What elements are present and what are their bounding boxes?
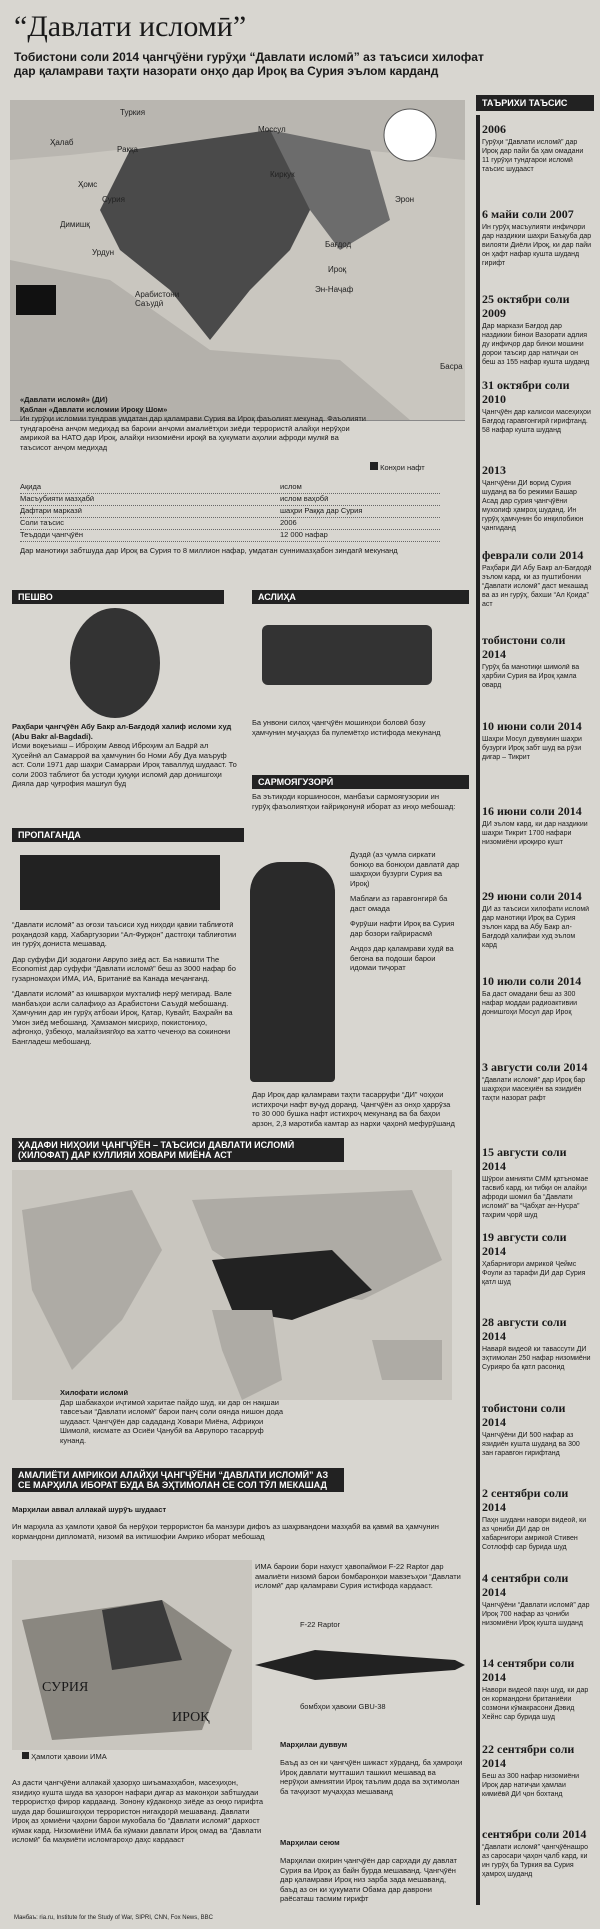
isis-name: «Давлати исломӣ» (ДИ) xyxy=(20,395,108,404)
map-place: Бағдод xyxy=(325,240,352,249)
timeline-text: Паҳн шудани навори видеоӣ, ки аз ҷониби ДИ дар он хабарнигори амрикоӣ Стивен Сотлофф сар бурида шуд xyxy=(482,1516,587,1551)
f22-graphic xyxy=(255,1630,465,1700)
timeline-date: 16 июни соли 2014 xyxy=(482,803,582,818)
isis-description: Ин гурӯҳи исломии тундрав умдатан дар қаламрави Сурия ва Ироқ фаъолият мекунад. Фаъолияти тундгароёна анҷом медиҳад ва бароии анҷоми амалиётҳои зиёди террористӣ алайҳи нерӯҳои амрикоӣ ва НАТО дар Ироқ, алайҳи низомиёни ироқӣ ва ҳукумати аҳолии афроди мулкӣ ва таъсисот анҷом медиҳад xyxy=(20,414,366,452)
timeline-date: 22 сентябри соли 2014 xyxy=(482,1741,575,1770)
propaganda-text xyxy=(12,920,237,1046)
facts-table xyxy=(20,482,440,542)
timeline-text: Гурӯҳ ба манотиқи шимолӣ ва ҳарбии Сурия ва Ироқ ҳамла овард xyxy=(482,664,580,690)
strikes-label: Ҳамлоти ҳавоии ИМА xyxy=(31,1752,107,1761)
timeline-date: 6 майи соли 2007 xyxy=(482,207,574,222)
timeline-text: Беш аз 300 нафар низомиёни Ироқ дар натиҷаи ҳамлаи кимиёвӣ ДИ ҷон бохтанд xyxy=(482,1772,580,1798)
isis-desc xyxy=(20,395,370,452)
leader-header: ПЕШВО xyxy=(12,590,224,604)
phase3-text: Марҳилаи охирин ҷангҷӯён дар сарҳади ду давлат Сурия ва Ироқ аз байн бурда мешаванд. Ҷангҷӯён дар қаламрави Ироқ низ зарба зада мешаванд, баъд аз он ки ҳукумати Обама дар даврони раёсаташ тасмим гирифт xyxy=(280,1856,457,1903)
timeline-text: “Давлати исломӣ” ҷангҷӯёнашро аз саросари ҷаҳон ҷалб кард, ки ин гурӯҳ ба Туркия ва Сурия ҳамроҳ шуданд xyxy=(482,1843,589,1878)
fact-row: Ақида ислом xyxy=(20,482,440,494)
oil-field-icon xyxy=(370,462,378,470)
timeline-text: Шӯрои амнияти СММ қатъномае тасвиб кард, ки тибқи он алайҳи афроди шомил ба “Давлати исломӣ” ва “Ҷабҳат ан-Нусра” таҳрим ҷорӣ шуд xyxy=(482,1175,589,1219)
map-place: Димишқ xyxy=(60,220,90,229)
timeline-text: ДИ аз таъсиси хилофати исломӣ дар манотиқи Ироқ ва Сурия эълон кард ва Абу Бакр ал-Бағдодӣ халифаи худ эълом кард xyxy=(482,906,590,950)
timeline-text: Наварӣ видеоӣ ки тавассути ДИ эҳтимолан 250 нафар низомиёни Сурияро ба қатл расонид xyxy=(482,1346,591,1372)
map-place: Арабистони Саъудӣ xyxy=(135,290,180,308)
phase1-text: Ин марҳила аз ҳамлоти ҳавоӣ ба нерӯҳои террористон ба манзури дифоъ аз шаҳрвандони мазҳабӣ ва қавмӣ ва ҳамчунин кормандони дипломатӣ, низомӣ ва иктишофии Амрико иборат мебошад xyxy=(12,1522,439,1541)
timeline-text: Ҷангҷӯёни “Давлати исломӣ” дар Ироқ 700 нафар аз ҷониби низомиёни Ироқ кушта шуданд xyxy=(482,1602,590,1628)
phase2-title: Марҳилаи дуввум xyxy=(280,1740,348,1749)
timeline-item xyxy=(482,548,592,609)
timeline-date: 29 июни соли 2014 xyxy=(482,889,582,904)
region-map xyxy=(10,100,465,421)
funding-note: Дар Ироқ дар қаламрави таҳти тасарруфи “ДИ” чоҳҳои истихроҷи нафт вуҷуд доранд. Ҷангҷӯён аз онҳо ҳаррӯза то 30 000 бушка нафт истихроҷ мекунанд ва ба баҳои арзон, 2,3 маротиба камтар аз нархи ҷаҳонӣ мефурӯшанд xyxy=(252,1090,455,1128)
propaganda-icons xyxy=(20,855,220,910)
timeline-text: Шаҳри Мосул дуввумин шаҳри бузурги Ироқ забт шуд ва рӯзи дигар – Тикрит xyxy=(482,735,582,761)
timeline-item xyxy=(482,1401,592,1458)
propaganda-p2: Дар суфуфи ДИ зодагони Аврупо зиёд аст. Ба навишти The Economist дар суфуфи “Давлати исломӣ” беш аз 3000 нафар бо гузарномаҳои ИМА, ИА, Британиё ва Канада меҷанганд. xyxy=(12,954,236,983)
fact-row: Соли таъсис 2006 xyxy=(20,518,440,530)
funding-item: Дуздӣ (аз ҷумла сиркати бонкҳо ва бонкҳои давлатӣ дар шаҳрҳои бузурги Сурия ва Ироқ) xyxy=(350,850,460,888)
map-place: Сурия xyxy=(102,195,125,204)
page-subtitle: Тобистони соли 2014 ҷангҷӯёни гурӯҳи “Давлати исломӣ” аз таъсиси хилофат дар қаламрави таҳти назорати онҳо дар Ироқ ва Сурия эълом карданд xyxy=(14,50,484,78)
leader-bio: Исми воқеъиаш – Иброҳим Аввод Иброҳим ал Бадрӣ ал Ҳусейнӣ ал Самарроӣ ва ҳамчунин бо Номи Абу Дуа маъруф аст. Соли 1971 дар шаҳри Самарраи Ироқ таваллуд шудааст. То соли 2003 таблиғот ба устоди ҳуқуқи исломӣ дар донишгоҳи Дияла дар ҷуғрофия машғул буд xyxy=(12,741,237,788)
isis-flag-icon xyxy=(16,285,56,315)
timeline-header: ТАЪРИХИ ТАЪСИС xyxy=(476,95,594,111)
timeline-date: 14 сентябри соли 2014 xyxy=(482,1656,575,1685)
timeline-date: 3 августи соли 2014 xyxy=(482,1059,588,1074)
timeline-text: Ин гурӯҳ масъулияти инфиҷори дар наздикии шаҳри Баъқуба дар вилояти Диёли Ироқ, ки дар пайи он ҳафт нафар кушта шуданд гирифт xyxy=(482,224,592,268)
timeline-item xyxy=(482,974,592,1017)
phase2-text: Баъд аз он ки ҷангҷӯён шикаст хӯрданд, ба ҳамроҳи Ироқ давлати мутташил ташкил мешавад ва нерӯҳои амниятии Ироқ таълим дода ва эҳтимолан ба таҷҳизот муҷаҳҳаз мешаванд xyxy=(280,1758,463,1796)
timeline-item xyxy=(482,122,592,174)
caliphate-label: Хилофати исломӣ xyxy=(60,1388,129,1397)
timeline-text: ДИ эълом кард, ки дар наздикии шаҳри Тикрит 1700 нафари низомиёни ироқиро кушт xyxy=(482,820,588,846)
timeline-item xyxy=(482,1742,592,1799)
timeline-item xyxy=(482,1230,592,1287)
timeline-text: “Давлати исломӣ” дар Ироқ бар шаҳрҳои масеҳиён ва язидиён таҳти назорат рафт xyxy=(482,1076,586,1102)
timeline-item xyxy=(482,1060,592,1103)
timeline-item xyxy=(482,207,592,268)
timeline-date: 2006 xyxy=(482,122,506,136)
map-place: Моссул xyxy=(258,125,286,134)
timeline-text: Дар маркази Бағдод дар наздикии бинои Вазорати адлия ду инфиҷор дар бинои мошини дорои таъсир дар натиҷаи он беш аз 155 нафар кушта шуданд xyxy=(482,323,590,367)
fighters-figure xyxy=(250,862,335,1082)
leader-portrait xyxy=(70,608,160,718)
timeline-item xyxy=(482,463,592,533)
timeline-item xyxy=(482,719,592,762)
timeline-item xyxy=(482,804,592,847)
strikes-map-graphic xyxy=(12,1560,252,1750)
goal-header: ҲАДАФИ НИҲОИИ ҶАНГҶӮЁН – ТАЪСИСИ ДАВЛАТИ ИСЛОМӢ (ХИЛОФАТ) ДАР КУЛЛИЯИ ХОВАРИ МИЁНА АСТ xyxy=(12,1138,344,1162)
map-place: Ҳалаб xyxy=(50,138,74,147)
propaganda-p1: “Давлати исломӣ” аз оғози таъсиси худ ниҳоди қавии таблиғотӣ роҳандозӣ кард. Хабаргузории “Ал-Фурқон” дастгоҳи таблиғотии ин гурӯҳ дониста мешавад. xyxy=(12,920,237,948)
funding-header: САРМОЯГУЗОРӢ xyxy=(252,775,469,789)
raptor-label: F-22 Raptor xyxy=(300,1620,341,1629)
timeline-item xyxy=(482,633,592,690)
footer-sources: Манбаъ: ria.ru, Institute for the Study of War, SIPRI, CNN, Fox News, BBC xyxy=(14,1915,213,1921)
caliphate-info xyxy=(60,1388,290,1445)
strikes-map xyxy=(12,1560,252,1750)
funding-item: Андоз дар қаламрави худӣ ва бегона ва подоши барои идомаи тиҷорат xyxy=(350,944,454,972)
oil-legend xyxy=(370,462,425,473)
map-place: Киркук xyxy=(270,170,295,179)
timeline-date: 4 сентябри соли 2014 xyxy=(482,1571,569,1600)
fact-row: Дафтари марказӣ шаҳри Раққа дар Сурия xyxy=(20,506,440,518)
timeline-date: 15 августи соли 2014 xyxy=(482,1144,567,1173)
strikes-legend xyxy=(22,1752,107,1762)
map-place: Эрон xyxy=(395,195,415,204)
timeline-text: Ҷангҷӯёни ДИ 500 нафар аз язидиён кушта шуданд ва 300 зан гаравгон гирифтанд xyxy=(482,1431,580,1457)
map-place: Ҳомс xyxy=(78,180,98,189)
pickup-truck-icon xyxy=(262,625,432,685)
timeline-line xyxy=(476,115,480,1905)
timeline-text: Ҷангҷӯён дар калисои масеҳиҳои Бағдод гаравгонгирӣ гирифтанд. 58 нафар кушта шуданд xyxy=(482,408,591,434)
world-map xyxy=(12,1170,452,1400)
timeline-item xyxy=(482,1571,592,1628)
timeline-text: Гурӯҳи “Давлати исломӣ” дар Ироқ дар пайи ба ҳам омадани 11 гурӯҳи тундгарои исломӣ таъсис шудааст xyxy=(482,139,584,173)
timeline-text: Ба даст омадани беш аз 300 нафар моддаи радиоактивии донишгоҳи Мосул дар Ироқ xyxy=(482,991,578,1017)
timeline-date: 2013 xyxy=(482,462,506,477)
us-operation-header: АМАЛИЁТИ АМРИКОИ АЛАЙҲИ ҶАНГҶӮЁНИ “ДАВЛАТИ ИСЛОМӢ” АЗ СЕ МАРҲИЛА ИБОРАТ БУДА ВА ЭҲТИМОЛАН СЕ СОЛ ТӮЛ МЕКАШАД xyxy=(12,1468,344,1492)
funding-item: Фурӯши нафти Ироқ ва Сурия дар бозори ғайрирасмӣ xyxy=(350,919,455,938)
timeline-date: 2 сентябри соли 2014 xyxy=(482,1485,569,1514)
funding-list xyxy=(350,850,460,973)
bomb-label: бомбҳои ҳавоии GBU-38 xyxy=(300,1702,386,1711)
map-syria-label: СУРИЯ xyxy=(42,1680,89,1695)
timeline-date: феврали соли 2014 xyxy=(482,548,584,563)
timeline-item xyxy=(482,292,592,367)
caliphate-text: Дар шабакаҳои иҷтимоӣ харитае пайдо шуд, ки дар он нақшаи тавсеъаи “Давлати исломӣ” барои панҷ соли оянда нишон дода шудааст. Ҷангҷӯён дар сададанд Ховари Миёна, Африқои Шимолӣ, кисмате аз Осиёи Ҷанубӣ ва Аврупоро тасарруф кунанд. xyxy=(60,1397,284,1445)
phase1-title: Марҳилаи аввал аллакай шурӯъ шудааст xyxy=(12,1505,167,1514)
map-iraq-label: ИРОҚ xyxy=(172,1710,210,1725)
timeline-date: 28 августи соли 2014 xyxy=(482,1315,567,1344)
timeline-date: сентябри соли 2014 xyxy=(482,1826,587,1841)
timeline-date: тобистони соли 2014 xyxy=(482,633,566,662)
strikes-text: Аз дасти ҷангҷӯёни аллакай ҳазорҳо шиъамазҳабон, масеҳиҳон, язидиҳо кушта шуда ва ҳазорон нафари дигар аз маконҳои забтшудаи террористҳо фирор кардаанд. Зонону кӯдаконҳо зиёде аз онҳо гирифта шуда дар бошишгоҳҳои террористон нигаҳдорӣ мешаванд. Давлати Ироқ аз ҳомиёни ҷаҳони барои мукобала бо “Давлати исломӣ” дархост кӯмак кард. Низомиёни ИМА ба кӯмаки давлати Ироқ омад ва “Давлати исломӣ” ба маҳвиёти исломгароҳо даҳс кардааст xyxy=(12,1778,263,1844)
isis-former-name: Қаблан «Давлати исломии Ироқу Шом» xyxy=(20,404,168,414)
timeline-date: тобистони соли 2014 xyxy=(482,1400,566,1429)
timeline-item xyxy=(482,1145,592,1220)
timeline-date: 25 октябри соли 2009 xyxy=(482,292,570,321)
region-map-graphic xyxy=(10,100,465,420)
map-place: Раққа xyxy=(117,145,138,154)
timeline-item xyxy=(482,378,592,435)
timeline-date: 19 августи соли 2014 xyxy=(482,1230,567,1259)
weapons-text: Ба унвони силоҳ ҷангҷӯён мошинҳои боловӣ бозу ҳамчунин муҷаҳҳаз ба пулемётҳо истифода мекунанд xyxy=(252,718,441,737)
timeline-text: Ҳабарнигори амрикоӣ Ҷеймс Фоули аз тарафи ДИ дар Сурия қатл шуд xyxy=(482,1261,586,1287)
timeline-text: Раҳбари ДИ Абу Бакр ал-Бағдодӣ эълом кард, ки аз пуштибонии “Давлати исломӣ” даст мекашад ва аз ин гурӯҳ, бахши “Ал Қоида” аст xyxy=(482,565,592,609)
timeline-date: 10 июни соли 2014 xyxy=(482,718,582,733)
map-place: Туркия xyxy=(120,108,146,117)
timeline-text: Ҷангҷӯёни ДИ ворид Сурия шуданд ва бо режими Башар Асад дар сурия ҷангҷӯёни мухолиф ҳамроҳ шуданд. Ин гурӯҳ ҳамчунин бо инқилобиюн ҷангиданд xyxy=(482,479,584,532)
funding-intro: Ба эътиқоди коршиносон, манбаъи сармоягузории ин гурӯҳ фаъолиятҳои ғайриқонунӣ иборат аз инҳо мебошад: xyxy=(252,792,456,811)
fact-row: Масъубияти мазҳабӣ ислом ваҳобӣ xyxy=(20,494,440,506)
funding-item: Маблағи аз гаравгонгирӣ ба даст омада xyxy=(350,894,448,913)
propaganda-p3: “Давлати исломӣ” аз кишварҳои мухталиф нерӯ мегирад. Вале манбаъҳои асли салафиҳо аз Арабистони Саъудӣ мебошанд. Ҳамчунин дар ин гурӯҳ атбоаи Ироқ, Қатар, Кувайт, Баҳрайн ва Умон зиёд мебошанд. Ҳамзамон мисриҳо, покистониҳо, афғонҳо, ӯзбекҳо, малайзиягӣҳо ва хатто чеченҳо ва сокинони Бангладеш мебошанд. xyxy=(12,989,233,1046)
timeline-item xyxy=(482,1656,592,1722)
map-place: Басра xyxy=(440,362,463,371)
timeline-item xyxy=(482,1315,592,1372)
phase3-title: Марҳилаи сеюм xyxy=(280,1838,340,1847)
timeline-item xyxy=(482,1486,592,1552)
timeline-item xyxy=(482,889,592,950)
raptor-text: ИМА бароии бори нахуст ҳавопаймои F-22 Raptor дар амалиёти низомӣ барои бомбаронҳои мавзеъҳои “Давлати исломӣ” дар қаламрави Сурия истифода кардааст. xyxy=(255,1562,461,1590)
oil-legend-label: Конҳои нафт xyxy=(380,463,425,472)
map-place: Эн-Наҷаф xyxy=(315,285,354,294)
world-map-graphic xyxy=(12,1170,452,1400)
airstrike-icon xyxy=(22,1752,29,1759)
map-place: Урдун xyxy=(92,248,115,257)
f22-raptor-icon xyxy=(255,1630,465,1700)
leader-name: Раҳбари ҷангҷӯён Абу Бакр ал-Бағдодӣ халиф исломи худ (Abu Bakr al-Bagdadi). xyxy=(12,722,232,741)
timeline-item xyxy=(482,1827,592,1879)
leader-info xyxy=(12,722,237,789)
population-note: Дар манотиқи забтшуда дар Ироқ ва Сурия то 8 миллион нафар, умдатан суннимазҳабон зиндагӣ мекунанд xyxy=(20,546,398,555)
map-place: Ироқ xyxy=(328,265,347,274)
timeline-date: 31 октябри соли 2010 xyxy=(482,377,570,406)
fact-row: Теъдоди ҷангҷӯён 12 000 нафар xyxy=(20,530,440,542)
weapons-header: АСЛИҲА xyxy=(252,590,469,604)
propaganda-header: ПРОПАГАНДА xyxy=(12,828,244,842)
timeline-text: Навори видеоӣ паҳн шуд, ки дар он кормандони британиёии созмони кӯмакрасони Дэвид Хейнс сар бурида шуд xyxy=(482,1687,589,1722)
page-title: “Давлати исломӣ” xyxy=(14,10,247,43)
timeline-date: 10 июли соли 2014 xyxy=(482,974,582,989)
